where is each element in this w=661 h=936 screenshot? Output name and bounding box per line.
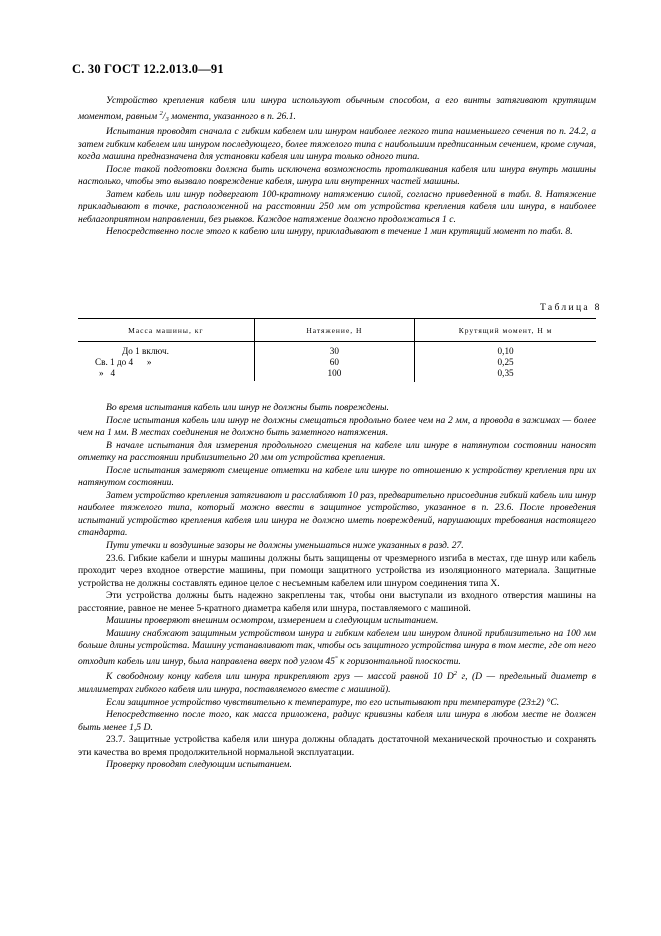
paragraph: Машины проверяют внешним осмотром, измерением и следующим испытанием. — [106, 615, 439, 627]
paragraph: Машину снабжают защитным устройством шнура и гибким кабелем или шнуром длиной приблизительно на 100 мм больше длины устройства. Машину устанавливают так, чтобы ось защитного устройства шнура в том месте, где от него отходит кабель или шнур, была направлена вверх под углом 45° к горизонтальной плоскости. — [78, 627, 596, 667]
paragraph: Пути утечки и воздушные зазоры не должны уменьшаться ниже указанных в разд. 27. — [106, 540, 464, 552]
text-block-bottom — [78, 402, 596, 772]
column-header: Натяжение, Н — [254, 319, 415, 342]
page-header: С. 30 ГОСТ 12.2.013.0—91 — [72, 62, 224, 76]
column-header: Крутящий момент, Н м — [415, 319, 596, 342]
table-8 — [78, 318, 596, 382]
tension-cell: 100 — [254, 368, 415, 382]
column-header: Масса машины, кг — [78, 319, 254, 342]
torque-cell: 0,10 — [415, 342, 596, 358]
clause-23-7: 23.7. Защитные устройства кабеля или шнура должны обладать достаточной механической прочностью и сохранять эти качества во время продолжительной нормальной эксплуатации. — [78, 734, 596, 758]
paragraph: Во время испытания кабель или шнур не должны быть повреждены. — [106, 402, 389, 413]
table-row — [78, 368, 596, 382]
paragraph: Проверку проводят следующим испытанием. — [106, 759, 292, 771]
paragraph: К свободному концу кабеля или шнура прикрепляют груз — массой равной 10 $D^2$ г, (D — предельный диаметр в миллиметрах гибкого кабеля или шнура, поставляемого вместе с машиной). — [78, 670, 596, 696]
paragraph: Затем устройство крепления затягивают и расслабляют 10 раз, предварительно присоединив гибкий кабель или шнур наиболее тяжелого типа, который можно ввести в защитное устройство, указанное в п. 23.6. После проведения испытаний устройство крепления кабеля или шнура не должно иметь повреждений, нарушающих требования настоящего стандарта. — [78, 489, 596, 539]
torque-cell: 0,35 — [415, 368, 596, 382]
torque-cell: 0,25 — [415, 357, 596, 368]
tension-cell: 30 — [254, 342, 415, 358]
table-caption: Таблица 8 — [540, 302, 602, 313]
paragraph: Если защитное устройство чувствительно к температуре, то его испытывают при температуре (23±2) °С. — [106, 696, 560, 708]
mass-cell: Св. 1 до 4 » — [95, 357, 152, 367]
table-row — [78, 357, 596, 368]
paragraph: Непосредственно после этого к кабелю или шнуру, прикладывают в течение 1 мин крутящий момент по табл. 8. — [106, 226, 573, 238]
table-row — [78, 342, 596, 358]
paragraph: Испытания проводят сначала с гибким кабелем или шнуром наиболее легкого типа наименьшего сечения по п. 24.2, а затем гибким кабелем или шнуром последующего, более тяжелого типа с наибольшим предписанным сечением, кроме случая, когда машина предназначена для установки кабеля или шнура только одного типа. — [78, 126, 596, 163]
paragraph: После такой подготовки должна быть исключена возможность проталкивания кабеля или шнура внутрь машины настолько, чтобы это вызвало повреждение кабеля, шнура или внутренних частей машины. — [78, 163, 596, 188]
mass-cell: До 1 включ. — [122, 346, 169, 356]
paragraph: В начале испытания для измерения продольного смещения на кабеле или шнуре в натянутом состоянии наносят отметку на расстоянии приблизительно 20 мм от устройства крепления. — [78, 439, 596, 464]
paragraph: Устройство крепления кабеля или шнура используют обычным способом, а его винты затягивают крутящим моментом, равным $^2/_3$ момента, указанного в п. 26.1. — [78, 95, 596, 123]
tension-cell: 60 — [254, 357, 415, 368]
mass-cell: » 4 — [99, 368, 116, 378]
paragraph: Затем кабель или шнур подвергают 100-кратному натяжению силой, согласно приведенной в табл. 8. Натяжение прикладывают в точке, расположенной на расстоянии 250 мм от устройства крепления кабеля или шнура, в наиболее неблагоприятном направлении, без рывков. Каждое натяжение должно продолжаться 1 с. — [78, 188, 596, 225]
text-block-top — [78, 95, 596, 239]
paragraph: После испытания кабель или шнур не должны смещаться продольно более чем на 2 мм, а провода в зажимах — более чем на 1 мм. В местах соединения не должно быть заметного натяжения. — [78, 414, 596, 439]
paragraph: Непосредственно после того, как масса приложена, радиус кривизны кабеля или шнура в любом месте не должен быть менее 1,5 D. — [78, 709, 596, 733]
clause-23-6: 23.6. Гибкие кабели и шнуры машины должны быть защищены от чрезмерного изгиба в местах, где шнур или кабель проходит через входное отверстие машины, при помощи защитного устройства из изоляционного материала. Защитные устройства не должны составлять единое целое с несъемным кабелем или шнуром соединения типа X. — [78, 552, 596, 589]
paragraph: После испытания замеряют смещение отметки на кабеле или шнуре по отношению к устройству крепления при их натянутом состоянии. — [78, 464, 596, 489]
paragraph: Эти устройства должны быть надежно закреплены так, чтобы они выступали из входного отверстия машины на расстояние, равное не менее 5-кратного диаметра кабеля или шнура, поставляемого с машиной. — [78, 590, 596, 614]
